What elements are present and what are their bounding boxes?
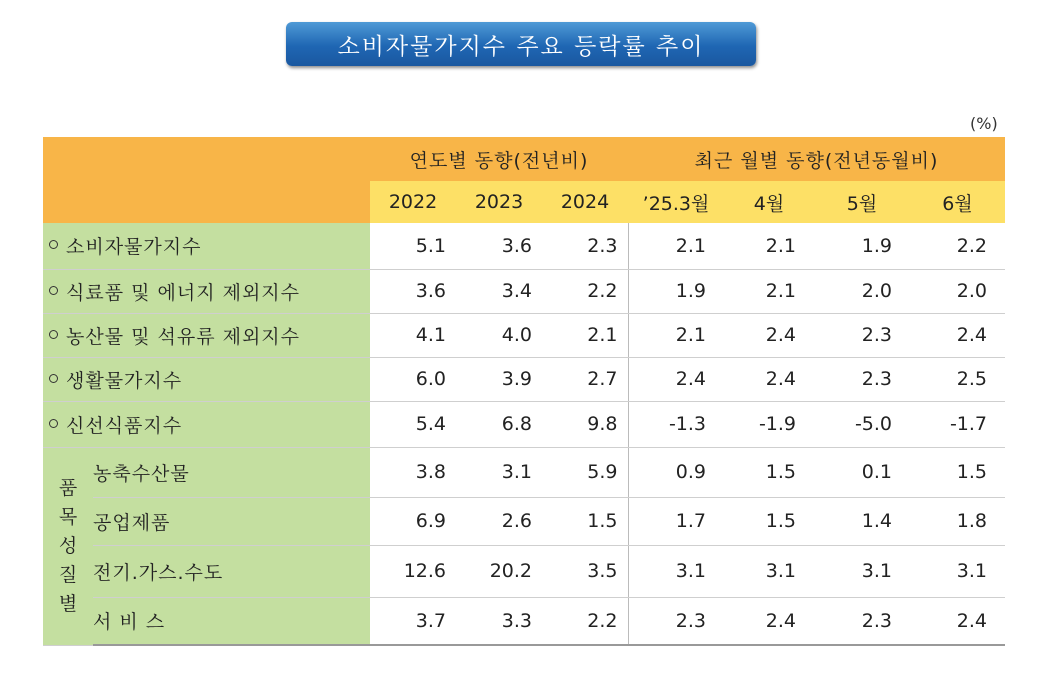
table-cell: 2.3 — [628, 597, 724, 645]
table-cell: 12.6 — [370, 545, 456, 597]
table-cell: 2.2 — [542, 597, 628, 645]
table-cell: 1.4 — [814, 497, 910, 545]
row-label: 생활물가지수 — [43, 357, 370, 401]
table-cell: 0.1 — [814, 447, 910, 497]
title-banner — [286, 22, 756, 66]
table-cell: 2.4 — [910, 597, 1005, 645]
row-label: 전기.가스.수도 — [93, 545, 370, 597]
column-header: 2023 — [456, 181, 542, 223]
table-cell: 3.1 — [456, 447, 542, 497]
table-cell: 2.1 — [628, 223, 724, 269]
column-header: 2022 — [370, 181, 456, 223]
table-cell: 20.2 — [456, 545, 542, 597]
header-monthly-group: 최근 월별 동향(전년동월비) — [628, 137, 1005, 181]
column-header: 5월 — [814, 181, 910, 223]
row-label: 신선식품지수 — [43, 401, 370, 447]
table-row — [43, 447, 1005, 497]
table-cell: 2.4 — [910, 313, 1005, 357]
row-label: 식료품 및 에너지 제외지수 — [43, 269, 370, 313]
table-cell: 4.1 — [370, 313, 456, 357]
table-row — [43, 223, 1005, 269]
column-header: 2024 — [542, 181, 628, 223]
table-row — [43, 597, 1005, 645]
table-cell: 0.9 — [628, 447, 724, 497]
table-cell: 1.5 — [910, 447, 1005, 497]
table-cell: 2.1 — [724, 223, 814, 269]
table-cell: 5.4 — [370, 401, 456, 447]
header-yearly-group: 연도별 동향(전년비) — [370, 137, 628, 181]
table-cell: 2.7 — [542, 357, 628, 401]
table-cell: 2.5 — [910, 357, 1005, 401]
table-cell: 1.9 — [814, 223, 910, 269]
column-header: ’25.3월 — [628, 181, 724, 223]
table-cell: 2.4 — [724, 357, 814, 401]
row-label: 농축수산물 — [93, 447, 370, 497]
side-group-label: 품 목 성 질 별 — [43, 447, 93, 645]
table-cell: 3.9 — [456, 357, 542, 401]
table-row — [43, 401, 1005, 447]
table-cell: 1.5 — [724, 447, 814, 497]
table-cell: 2.1 — [724, 269, 814, 313]
table-cell: 9.8 — [542, 401, 628, 447]
table-cell: -1.9 — [724, 401, 814, 447]
table-cell: 6.9 — [370, 497, 456, 545]
table-cell: 2.3 — [814, 597, 910, 645]
table-cell: 3.1 — [814, 545, 910, 597]
bullet-icon — [49, 286, 58, 295]
table-row — [43, 497, 1005, 545]
bullet-icon — [49, 419, 58, 428]
header-group-row — [43, 137, 1005, 181]
column-header: 6월 — [910, 181, 1005, 223]
bullet-icon — [49, 374, 58, 383]
table-row — [43, 313, 1005, 357]
table-cell: 6.0 — [370, 357, 456, 401]
table-cell: 2.1 — [628, 313, 724, 357]
bullet-icon — [49, 240, 58, 249]
table-cell: 2.3 — [542, 223, 628, 269]
table-cell: 3.5 — [542, 545, 628, 597]
table-cell: -1.7 — [910, 401, 1005, 447]
table-cell: 2.2 — [542, 269, 628, 313]
table-cell: 2.6 — [456, 497, 542, 545]
price-index-table — [43, 137, 1005, 646]
table-cell: 2.3 — [814, 313, 910, 357]
table-cell: 3.8 — [370, 447, 456, 497]
row-label: 서 비 스 — [93, 597, 370, 645]
table-cell: 2.4 — [724, 313, 814, 357]
bullet-icon — [49, 330, 58, 339]
table-cell: 1.5 — [724, 497, 814, 545]
table-cell: 5.9 — [542, 447, 628, 497]
table-cell: 2.2 — [910, 223, 1005, 269]
table-cell: 2.0 — [814, 269, 910, 313]
row-label: 소비자물가지수 — [43, 223, 370, 269]
table-cell: 3.7 — [370, 597, 456, 645]
table-cell: 3.6 — [456, 223, 542, 269]
table-cell: -1.3 — [628, 401, 724, 447]
table-row — [43, 269, 1005, 313]
unit-label: (%) — [970, 114, 998, 133]
table-cell: 3.3 — [456, 597, 542, 645]
table-cell: 1.8 — [910, 497, 1005, 545]
header-corner — [43, 137, 370, 223]
table-cell: 2.4 — [724, 597, 814, 645]
table-row — [43, 357, 1005, 401]
table-cell: 1.9 — [628, 269, 724, 313]
column-header: 4월 — [724, 181, 814, 223]
table-row — [43, 545, 1005, 597]
table-cell: 2.4 — [628, 357, 724, 401]
table-cell: 3.4 — [456, 269, 542, 313]
table-cell: 2.0 — [910, 269, 1005, 313]
table-cell: 5.1 — [370, 223, 456, 269]
table-cell: 3.1 — [724, 545, 814, 597]
table-cell: 6.8 — [456, 401, 542, 447]
table-cell: 4.0 — [456, 313, 542, 357]
table-cell: 3.1 — [910, 545, 1005, 597]
table-cell: 2.3 — [814, 357, 910, 401]
table-cell: 1.7 — [628, 497, 724, 545]
page-title: 소비자물가지수 주요 등락률 추이 — [337, 33, 705, 60]
table-cell: -5.0 — [814, 401, 910, 447]
table-cell: 3.1 — [628, 545, 724, 597]
row-label: 농산물 및 석유류 제외지수 — [43, 313, 370, 357]
row-label: 공업제품 — [93, 497, 370, 545]
table-cell: 3.6 — [370, 269, 456, 313]
table-cell: 2.1 — [542, 313, 628, 357]
table-cell: 1.5 — [542, 497, 628, 545]
